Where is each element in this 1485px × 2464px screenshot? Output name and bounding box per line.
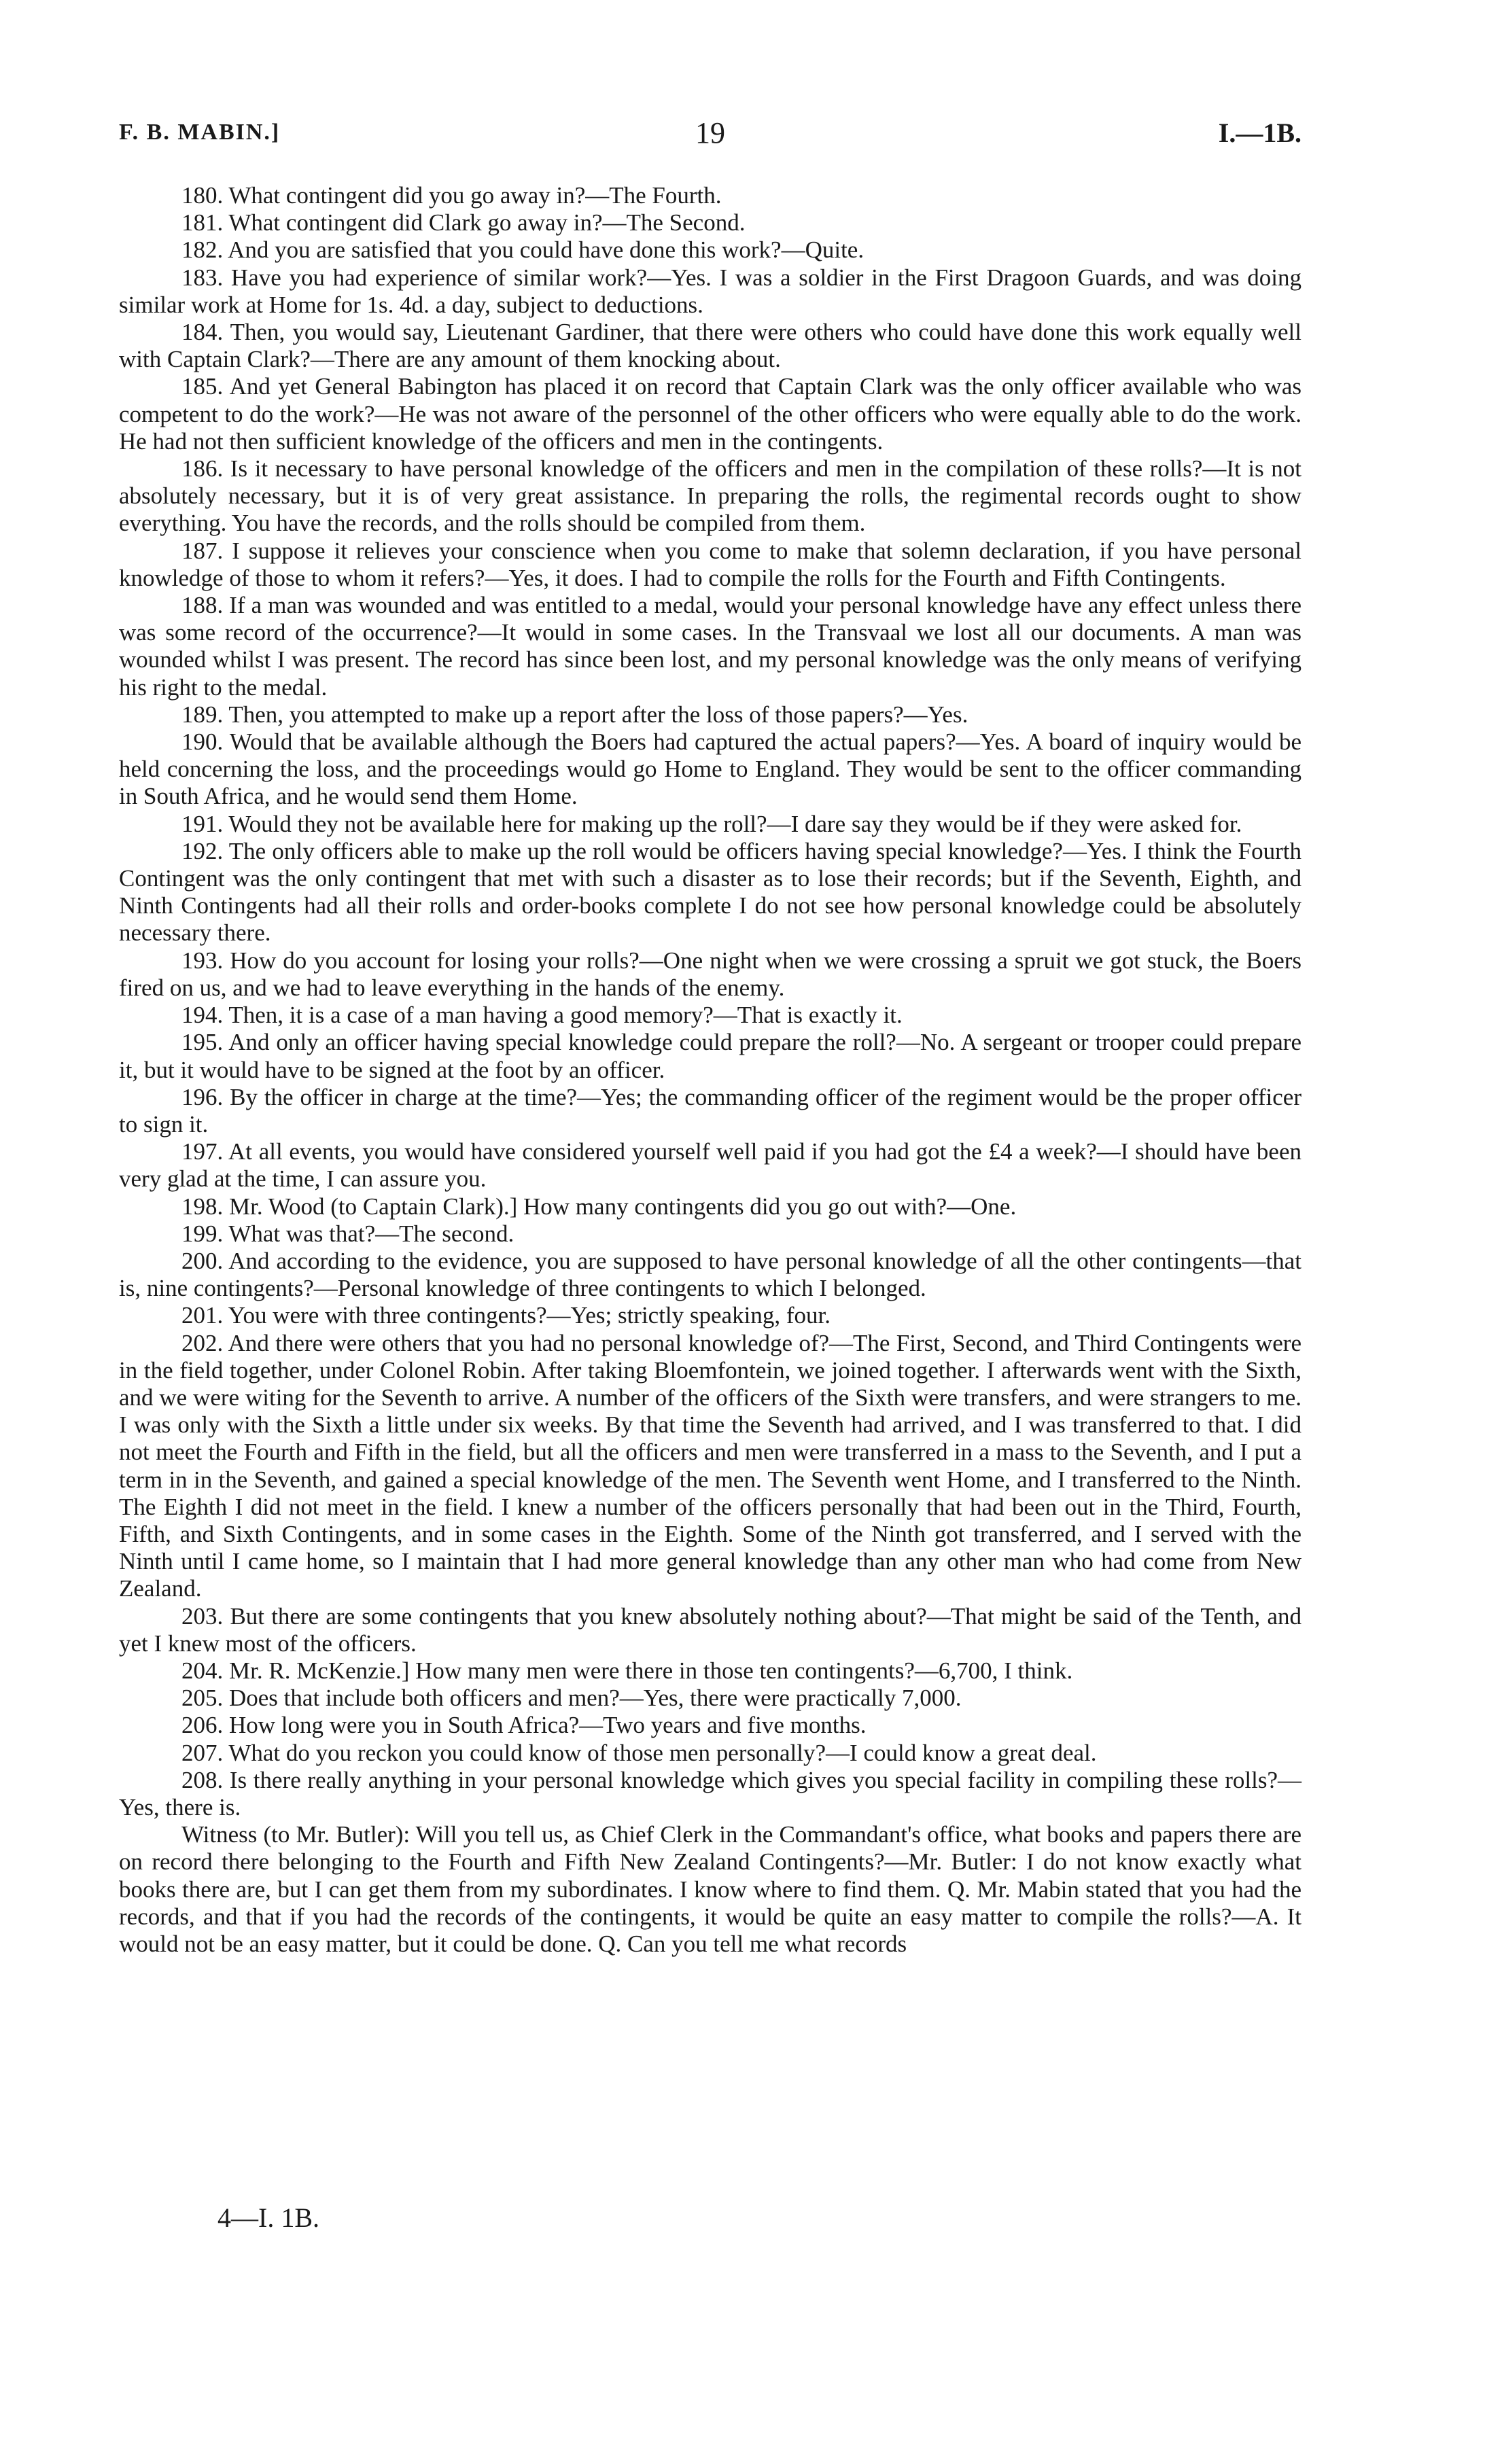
paragraph: 208. Is there really anything in your personal knowledge which gives you special facility in compiling these rolls?—Yes, there is.	[119, 1766, 1301, 1820]
paragraph: 206. How long were you in South Africa?—Two years and five months.	[181, 1712, 867, 1739]
paragraph: 205. Does that include both officers and men?—Yes, there were practically 7,000.	[181, 1685, 962, 1712]
paragraph: 181. What contingent did Clark go away in?—The Second.	[181, 209, 746, 236]
paragraph: 193. How do you account for losing your rolls?—One night when we were crossing a spruit we got stuck, the Boers fired on us, and we had to leave everything in the hands of the enemy.	[119, 947, 1301, 1001]
paragraph: 196. By the officer in charge at the time?—Yes; the commanding officer of the regiment would be the proper officer to sign it.	[119, 1083, 1301, 1138]
paragraph: 180. What contingent did you go away in?—The Fourth.	[181, 182, 722, 209]
paragraph: 182. And you are satisfied that you could have done this work?—Quite.	[181, 236, 864, 264]
header-witness-name: F. B. MABIN.]	[119, 120, 281, 145]
paragraph: 202. And there were others that you had no personal knowledge of?—The First, Second, and Third Contingents were in the field together, under Colonel Robin. After taking Bloemfontein, we joined together. I afterwards went with the Sixth, and we were witing for the Seventh to arrive. A number of the officers of the Sixth were transfers, and were strangers to me. I was only with the Sixth a little under six weeks. By that time the Seventh had arrived, and I was transferred to that. I did not meet the Fourth and Fifth in the field, but all the officers and men were transferred in a mass to the Seventh, and I put a term in in the Seventh, and gained a special knowledge of the men. The Seventh went Home, and I transferred to the Ninth. The Eighth I did not meet in the field. I knew a number of the officers personally that had been out in the Third, Fourth, Fifth, and Sixth Contingents, and in some cases in the Eighth. Some of the Ninth got transferred, and I served with the Ninth until I came home, so I maintain that I had more general knowledge than any other man who had come from New Zealand.	[119, 1329, 1301, 1602]
paragraph: 195. And only an officer having special knowledge could prepare the roll?—No. A sergeant or trooper could prepare it, but it would have to be signed at the foot by an officer.	[119, 1029, 1301, 1083]
paragraph: Witness (to Mr. Butler): Will you tell us, as Chief Clerk in the Commandant's office, what books and papers there are on record there belonging to the Fourth and Fifth New Zealand Contingents?—Mr. Butler: I do not know exactly what books there are, but I can get them from my subordinates. I know where to find them. Q. Mr. Mabin stated that you had the records, and that if you had the records of the contingents, it would be quite an easy matter to compile the rolls?—A. It would not be an easy matter, but it could be done. Q. Can you tell me what records	[119, 1821, 1301, 1957]
paragraph: 194. Then, it is a case of a man having a good memory?—That is exactly it.	[181, 1002, 903, 1029]
paper-reference: I.—1B.	[1218, 118, 1301, 148]
page-number: 19	[695, 116, 725, 149]
paragraph: 192. The only officers able to make up the roll would be officers having special knowledge?—Yes. I think the Fourth Contingent was the only contingent that met with such a disaster as to lose their records; but if the Seventh, Eighth, and Ninth Contingents had all their rolls and order-books complete I do not see how personal knowledge could be absolutely necessary there.	[119, 837, 1301, 947]
paragraph: 204. Mr. R. McKenzie.] How many men were there in those ten contingents?—6,700, I think.	[181, 1657, 1073, 1684]
paragraph: 183. Have you had experience of similar work?—Yes. I was a soldier in the First Dragoon Guards, and was doing similar work at Home for 1s. 4d. a day, subject to deductions.	[119, 264, 1301, 318]
paragraph: 187. I suppose it relieves your conscience when you come to make that solemn declaration, if you have personal knowledge of those to whom it refers?—Yes, it does. I had to compile the rolls for the Fourth and Fifth Contingents.	[119, 537, 1301, 591]
signature-mark: 4—I. 1B.	[217, 2202, 319, 2233]
paragraph: 190. Would that be available although the Boers had captured the actual papers?—Yes. A board of inquiry would be held concerning the loss, and the proceedings would go Home to England. They would be sent to the officer commanding in South Africa, and he would send them Home.	[119, 728, 1301, 810]
paragraph: 184. Then, you would say, Lieutenant Gardiner, that there were others who could have done this work equally well with Captain Clark?—There are any amount of them knocking about.	[119, 319, 1301, 373]
paragraph: 188. If a man was wounded and was entitled to a medal, would your personal knowledge have any effect unless there was some record of the occurrence?—It would in some cases. In the Transvaal we lost all our documents. A man was wounded whilst I was present. The record has since been lost, and my personal knowledge was the only means of verifying his right to the medal.	[119, 592, 1301, 701]
page-header	[119, 116, 1301, 156]
paragraph: 201. You were with three contingents?—Yes; strictly speaking, four.	[181, 1302, 831, 1329]
paragraph: 207. What do you reckon you could know of those men personally?—I could know a great deal.	[181, 1739, 1097, 1766]
paragraph: 191. Would they not be available here for making up the roll?—I dare say they would be if they were asked for.	[181, 810, 1242, 837]
testimony-body	[119, 182, 1301, 1958]
paragraph: 197. At all events, you would have considered yourself well paid if you had got the £4 a week?—I should have been very glad at the time, I can assure you.	[119, 1138, 1301, 1193]
paragraph: 203. But there are some contingents that you knew absolutely nothing about?—That might be said of the Tenth, and yet I knew most of the officers.	[119, 1602, 1301, 1657]
paragraph: 185. And yet General Babington has placed it on record that Captain Clark was the only officer available who was competent to do the work?—He was not aware of the personnel of the other officers who were equally able to do the work. He had not then sufficient knowledge of the officers and men in the contingents.	[119, 373, 1301, 455]
paragraph: 200. And according to the evidence, you are supposed to have personal knowledge of all the other contingents—that is, nine contingents?—Personal knowledge of three contingents to which I belonged.	[119, 1247, 1301, 1302]
paragraph: 199. What was that?—The second.	[181, 1220, 514, 1247]
paragraph: 189. Then, you attempted to make up a report after the loss of those papers?—Yes.	[181, 701, 968, 728]
paragraph: 198. Mr. Wood (to Captain Clark).] How many contingents did you go out with?—One.	[181, 1193, 1017, 1220]
paragraph: 186. Is it necessary to have personal knowledge of the officers and men in the compilation of these rolls?—It is not absolutely necessary, but it is of very great assistance. In preparing the rolls, the regimental records ought to show everything. You have the records, and the rolls should be compiled from them.	[119, 455, 1301, 537]
